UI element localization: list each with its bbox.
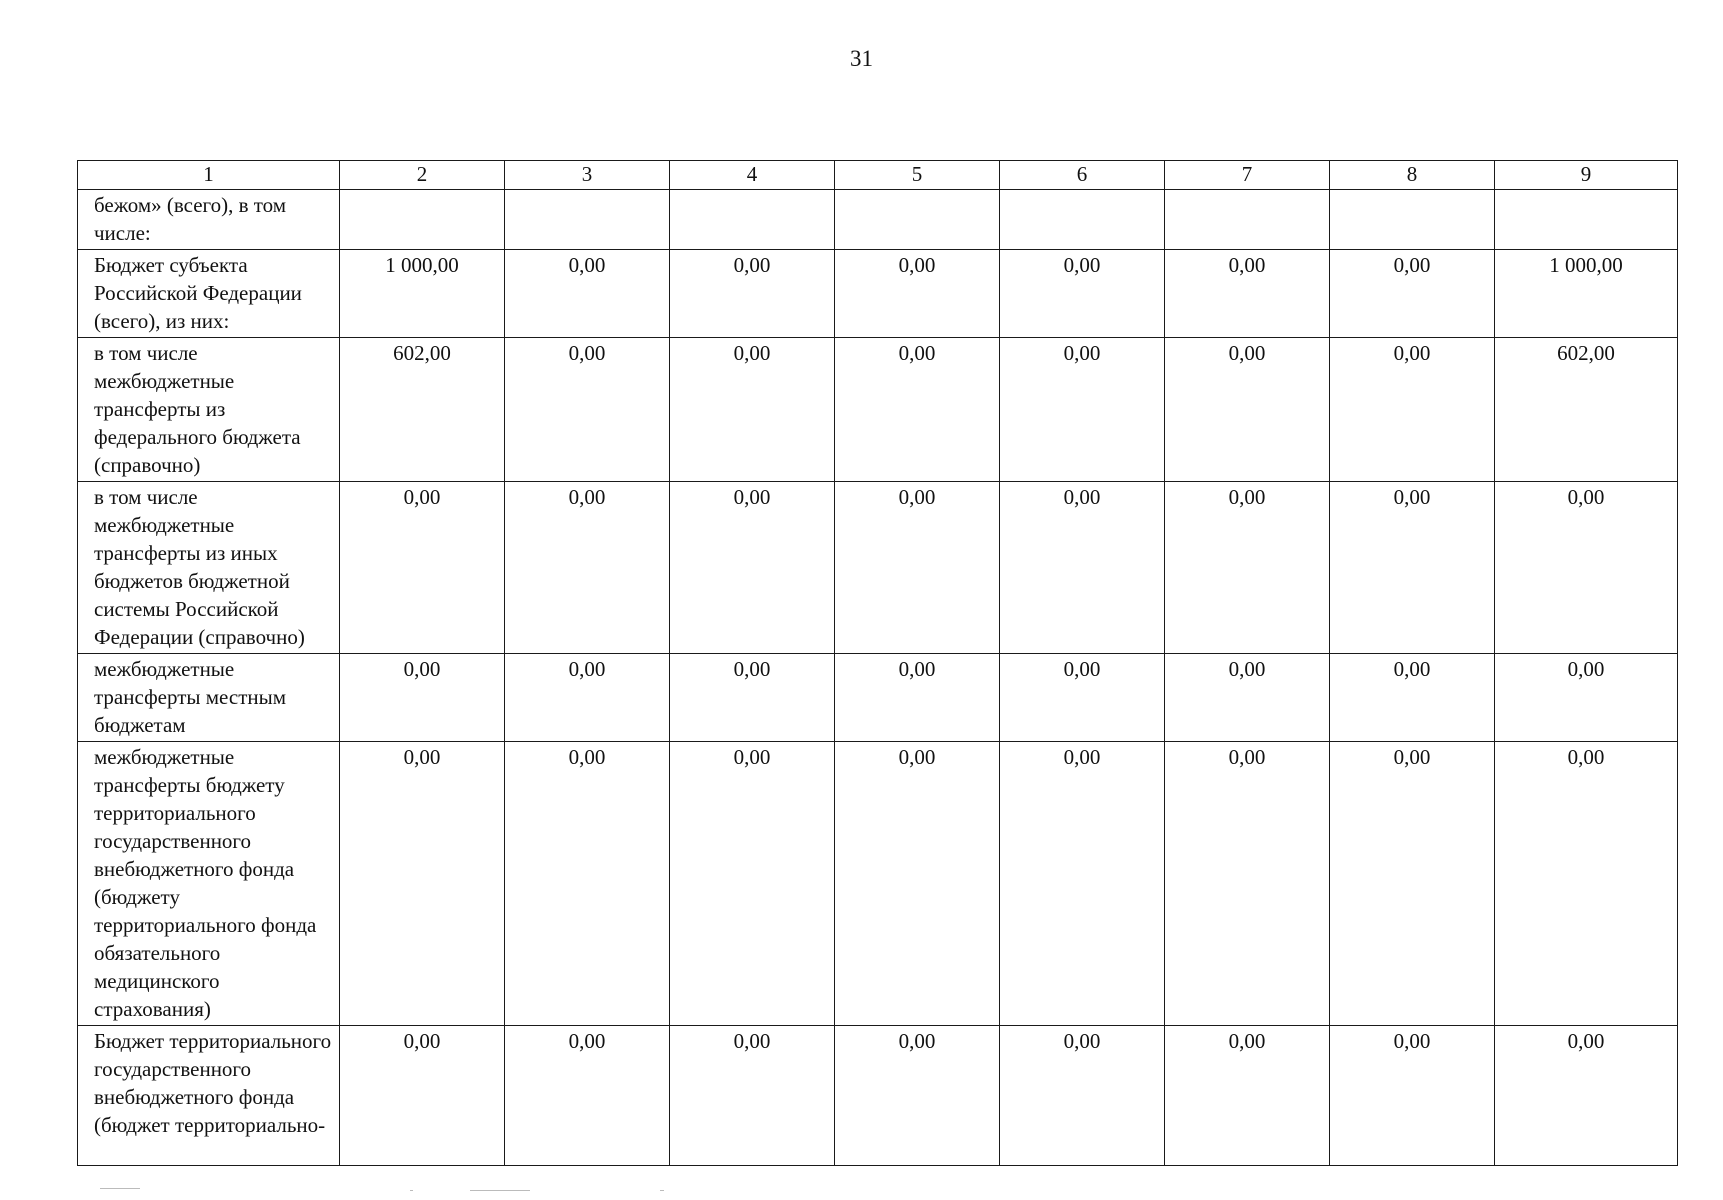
table-cell: 0,00 <box>1000 482 1165 654</box>
table-cell: 1 000,00 <box>1495 250 1678 338</box>
table-cell: 1 000,00 <box>340 250 505 338</box>
table-cell: 0,00 <box>670 1026 835 1166</box>
table-cell <box>670 190 835 250</box>
column-header-8: 8 <box>1330 161 1495 190</box>
table-cell: 0,00 <box>1165 742 1330 1026</box>
table-cell: 0,00 <box>1000 250 1165 338</box>
row-label: межбюджетные трансферты бюджету территориального государственного внебюджетного фонда (бюджету территориального фонда обязательного медицинского страхования) <box>78 742 340 1026</box>
table-cell: 0,00 <box>670 482 835 654</box>
table-row <box>78 482 1678 654</box>
table-cell <box>1000 190 1165 250</box>
table-cell: 0,00 <box>340 482 505 654</box>
column-header-5: 5 <box>835 161 1000 190</box>
row-label: Бюджет территориального государственного внебюджетного фонда (бюджет территориально- <box>78 1026 340 1166</box>
table-row <box>78 654 1678 742</box>
table-cell: 0,00 <box>670 742 835 1026</box>
scan-artifact <box>100 1188 140 1189</box>
table-cell: 0,00 <box>1495 742 1678 1026</box>
column-header-9: 9 <box>1495 161 1678 190</box>
table-cell: 0,00 <box>1165 250 1330 338</box>
table-cell: 602,00 <box>1495 338 1678 482</box>
table-row <box>78 250 1678 338</box>
column-header-7: 7 <box>1165 161 1330 190</box>
table-cell: 0,00 <box>835 482 1000 654</box>
table-cell: 0,00 <box>1495 1026 1678 1166</box>
table-cell: 0,00 <box>835 1026 1000 1166</box>
table-cell: 0,00 <box>835 250 1000 338</box>
column-header-2: 2 <box>340 161 505 190</box>
page-number: 31 <box>850 46 873 71</box>
table-cell: 0,00 <box>1495 482 1678 654</box>
table-row <box>78 190 1678 250</box>
table-cell: 0,00 <box>505 654 670 742</box>
table-row <box>78 338 1678 482</box>
table-cell <box>505 190 670 250</box>
table-cell: 0,00 <box>340 654 505 742</box>
row-label: межбюджетные трансферты местным бюджетам <box>78 654 340 742</box>
row-label: в том числе межбюджетные трансферты из иных бюджетов бюджетной системы Российской Федерации (справочно) <box>78 482 340 654</box>
table-cell: 0,00 <box>1000 338 1165 482</box>
budget-table <box>77 160 1678 1166</box>
table-cell: 0,00 <box>835 338 1000 482</box>
scan-artifact <box>410 1190 413 1191</box>
row-label: Бюджет субъекта Российской Федерации (всего), из них: <box>78 250 340 338</box>
scan-artifact <box>470 1190 530 1191</box>
table-cell: 0,00 <box>835 654 1000 742</box>
table-cell: 0,00 <box>340 742 505 1026</box>
table-cell: 0,00 <box>1330 742 1495 1026</box>
column-header-3: 3 <box>505 161 670 190</box>
table-cell: 0,00 <box>1000 654 1165 742</box>
table-cell: 0,00 <box>1330 250 1495 338</box>
row-label: бежом» (всего), в том числе: <box>78 190 340 250</box>
table-cell: 0,00 <box>1000 1026 1165 1166</box>
column-header-4: 4 <box>670 161 835 190</box>
table-row <box>78 1026 1678 1166</box>
table-cell <box>1165 190 1330 250</box>
table-cell: 0,00 <box>670 654 835 742</box>
column-header-1: 1 <box>78 161 340 190</box>
table-cell: 0,00 <box>505 742 670 1026</box>
table-cell <box>1330 190 1495 250</box>
table-cell: 0,00 <box>1165 1026 1330 1166</box>
table-cell: 0,00 <box>340 1026 505 1166</box>
table-cell <box>835 190 1000 250</box>
table-cell <box>1495 190 1678 250</box>
table-cell: 0,00 <box>505 250 670 338</box>
table-cell: 0,00 <box>1165 654 1330 742</box>
table-cell: 0,00 <box>1495 654 1678 742</box>
table-cell: 0,00 <box>505 482 670 654</box>
row-label: в том числе межбюджетные трансферты из федерального бюджета (справочно) <box>78 338 340 482</box>
header-row <box>78 161 1678 190</box>
table-cell: 0,00 <box>1165 338 1330 482</box>
table-cell: 0,00 <box>1165 482 1330 654</box>
table-cell: 0,00 <box>1000 742 1165 1026</box>
table-cell: 0,00 <box>505 1026 670 1166</box>
table-cell: 602,00 <box>340 338 505 482</box>
table-cell: 0,00 <box>670 338 835 482</box>
table-cell: 0,00 <box>1330 1026 1495 1166</box>
budget-table-container <box>77 160 1677 1166</box>
table-cell: 0,00 <box>505 338 670 482</box>
scan-artifact <box>660 1190 664 1191</box>
table-cell: 0,00 <box>1330 482 1495 654</box>
column-header-6: 6 <box>1000 161 1165 190</box>
table-cell <box>340 190 505 250</box>
table-cell: 0,00 <box>670 250 835 338</box>
table-cell: 0,00 <box>835 742 1000 1026</box>
table-cell: 0,00 <box>1330 654 1495 742</box>
table-row <box>78 742 1678 1026</box>
table-cell: 0,00 <box>1330 338 1495 482</box>
